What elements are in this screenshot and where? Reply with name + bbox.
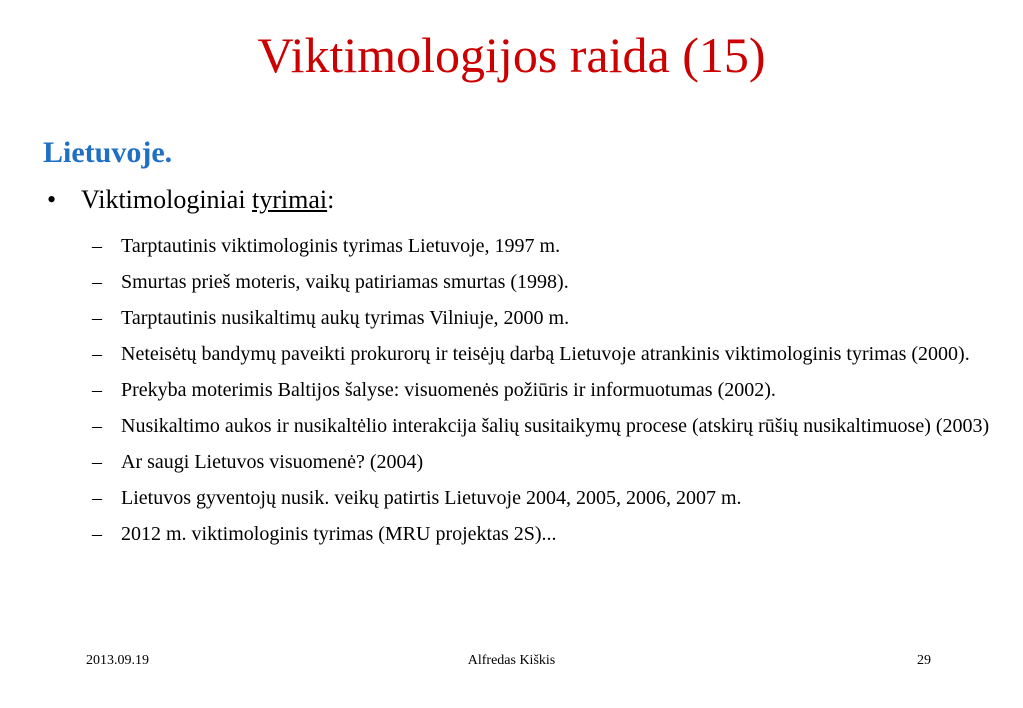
list-item xyxy=(92,376,1012,404)
dash-marker: – xyxy=(92,415,102,437)
dash-marker: – xyxy=(92,379,102,401)
page-number: 29 xyxy=(917,653,931,668)
main-bullet xyxy=(47,186,334,215)
list-item xyxy=(92,448,1012,476)
list-item xyxy=(92,520,1012,548)
list-item-text: Prekyba moterimis Baltijos šalyse: visuomenės požiūris ir informuotumas (2002). xyxy=(121,379,776,401)
footer-date: 2013.09.19 xyxy=(86,653,149,668)
list-item-text: Nusikaltimo aukos ir nusikaltėlio interakcija šalių susitaikymų procese (atskirų rūšių nusikaltimuose) (2003) xyxy=(121,415,990,437)
list-item xyxy=(92,340,1012,368)
list-item-text: Smurtas prieš moteris, vaikų patiriamas smurtas (1998). xyxy=(121,271,569,293)
list-item-text: Lietuvos gyventojų nusik. veikų patirtis Lietuvoje 2004, 2005, 2006, 2007 m. xyxy=(121,487,742,509)
list-item xyxy=(92,268,1012,296)
bullet-text-before: Viktimologiniai xyxy=(81,185,253,214)
bullet-marker: • xyxy=(47,185,57,214)
footer-author: Alfredas Kiškis xyxy=(467,653,556,668)
dash-marker: – xyxy=(92,235,102,257)
section-heading: Lietuvoje. xyxy=(43,136,173,169)
list-item-text: Ar saugi Lietuvos visuomenė? (2004) xyxy=(121,451,424,473)
bullet-text-underlined: tyrimai xyxy=(252,185,328,214)
dash-marker: – xyxy=(92,487,102,509)
list-item xyxy=(92,484,1012,512)
list-item-text: Neteisėtų bandymų paveikti prokurorų ir teisėjų darbą Lietuvoje atrankinis viktimologinis tyrimas (2000). xyxy=(121,343,970,365)
dash-marker: – xyxy=(92,343,102,365)
list-item xyxy=(92,232,1012,260)
dash-marker: – xyxy=(92,451,102,473)
list-item-text: 2012 m. viktimologinis tyrimas (MRU projektas 2S)... xyxy=(121,523,557,545)
bullet-text-after: : xyxy=(327,185,335,214)
dash-marker: – xyxy=(92,523,102,545)
list-item-text: Tarptautinis viktimologinis tyrimas Lietuvoje, 1997 m. xyxy=(121,235,561,257)
dash-marker: – xyxy=(92,307,102,329)
list-item xyxy=(92,304,1012,332)
dash-marker: – xyxy=(92,271,102,293)
bullet-text xyxy=(81,186,334,215)
slide-title: Viktimologijos raida (15) xyxy=(257,27,766,83)
study-list xyxy=(92,232,1012,556)
list-item-text: Tarptautinis nusikaltimų aukų tyrimas Vilniuje, 2000 m. xyxy=(121,307,570,329)
list-item xyxy=(92,412,1012,440)
